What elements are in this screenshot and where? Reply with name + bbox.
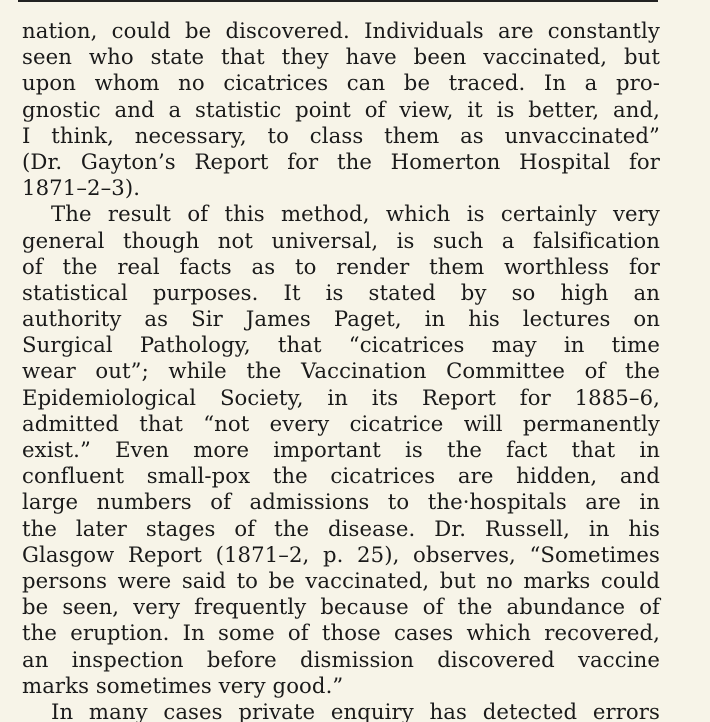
text-line: marks sometimes very good.” — [22, 672, 344, 698]
text-line: nation, could be discovered. Individuals are constantly — [22, 18, 660, 43]
text-line: Epidemiological Society, in its Report for 1885–6, — [22, 384, 660, 410]
text-line: the later stages of the disease. Dr. Russell, in his — [22, 515, 660, 541]
text-line: I think, necessary, to class them as unvaccinated” — [22, 122, 660, 148]
text-line: an inspection before dismission discovered vaccine — [22, 646, 660, 672]
text-line: the eruption. In some of those cases which recovered, — [22, 620, 660, 646]
text-line: authority as Sir James Paget, in his lectures on — [22, 306, 660, 332]
paragraph-1 — [22, 18, 660, 201]
text-line: Surgical Pathology, that “cicatrices may in time — [22, 332, 660, 358]
top-rule — [18, 0, 658, 2]
text-line: In many cases private enquiry has detected errors — [51, 698, 660, 722]
text-line: persons were said to be vaccinated, but no marks could — [22, 567, 660, 593]
text-line: Glasgow Report (1871–2, p. 25), observes, “Sometimes — [22, 541, 660, 567]
text-line: general though not universal, is such a falsification — [22, 227, 660, 253]
text-line: gnostic and a statistic point of view, it is better, and, — [22, 96, 660, 122]
text-line: 1871–2–3). — [22, 175, 141, 201]
text-line: large numbers of admissions to the·hospitals are in — [22, 489, 660, 515]
text-line: seen who state that they have been vaccinated, but — [22, 44, 660, 70]
text-line: confluent small-pox the cicatrices are hidden, and — [22, 463, 660, 489]
text-line: (Dr. Gayton’s Report for the Homerton Hospital for — [22, 148, 660, 174]
body-text — [22, 18, 660, 722]
text-line: be seen, very frequently because of the abundance of — [22, 594, 660, 620]
text-line: admitted that “not every cicatrice will permanently — [22, 410, 660, 436]
text-line: The result of this method, which is certainly very — [51, 201, 660, 227]
paragraph-2 — [22, 201, 660, 699]
paragraph-3 — [22, 699, 660, 722]
text-line: of the real facts as to render them worthless for — [22, 253, 660, 279]
text-line: exist.” Even more important is the fact that in — [22, 437, 660, 462]
text-line: statistical purposes. It is stated by so high an — [22, 279, 660, 305]
text-line: wear out”; while the Vaccination Committee of the — [22, 358, 660, 384]
text-line: upon whom no cicatrices can be traced. In a pro- — [22, 70, 660, 96]
